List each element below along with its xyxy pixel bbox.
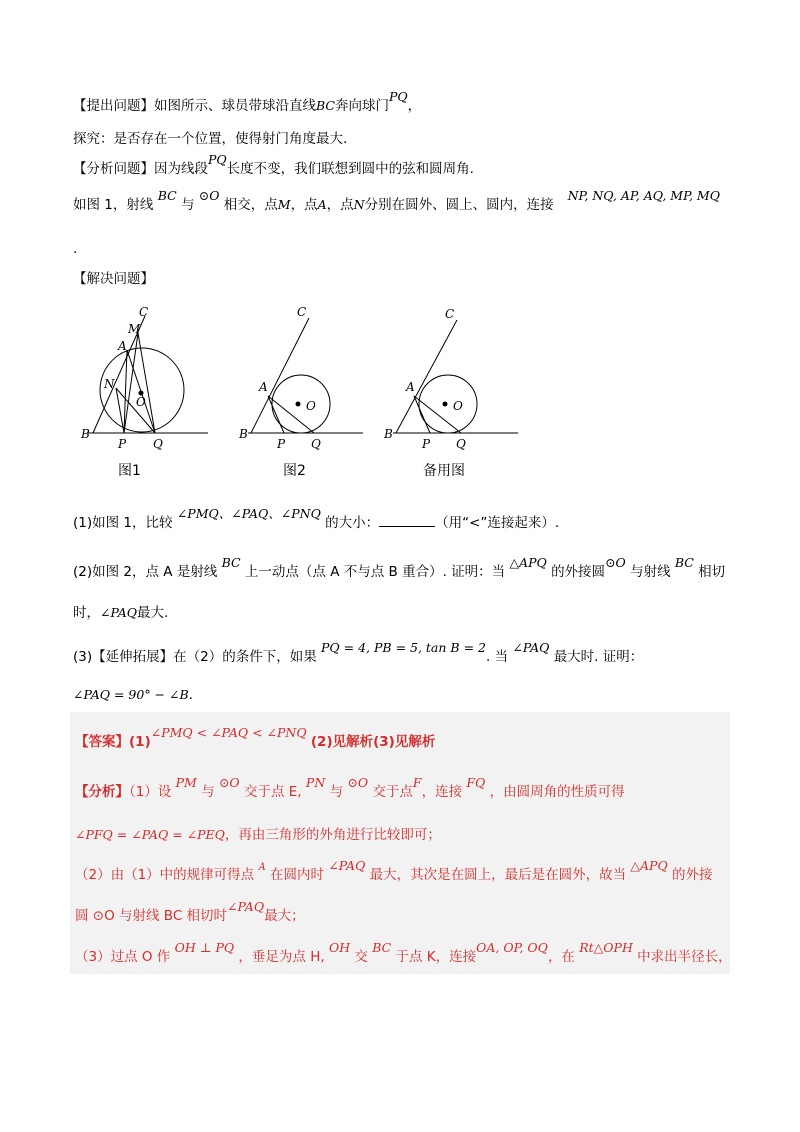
math-triangle: △APQ bbox=[630, 858, 668, 873]
math-pn: PN bbox=[305, 775, 326, 790]
figure-2 bbox=[238, 305, 363, 451]
text: （用“<”连接起来）. bbox=[435, 515, 560, 531]
math-a: A bbox=[317, 197, 327, 212]
intro-line-3 bbox=[73, 152, 474, 178]
text: 与 bbox=[180, 197, 195, 213]
text: 最大. bbox=[137, 605, 169, 621]
math-bc: BC bbox=[157, 188, 177, 203]
math-m: M bbox=[277, 197, 291, 212]
text: 相交，点 bbox=[223, 197, 278, 213]
text: 最大； bbox=[264, 908, 305, 924]
fig2-caption: 图2 bbox=[283, 463, 306, 479]
analysis-label: 【分析】 bbox=[75, 784, 129, 800]
intro-line-1 bbox=[73, 89, 422, 115]
text: 与 bbox=[201, 784, 215, 800]
math-bc: BC bbox=[372, 940, 392, 955]
math-pm: PM bbox=[175, 775, 197, 790]
math-triangle: △APQ bbox=[509, 555, 547, 570]
math-condition: PQ = 4, PB = 5, tan B = 2 bbox=[321, 640, 486, 655]
text: 如图 1，射线 bbox=[73, 197, 154, 213]
text: 中求出半径长， bbox=[637, 949, 732, 965]
question-1 bbox=[73, 506, 560, 532]
text: 与 bbox=[329, 784, 344, 800]
text: 最大，其次是在圆上，最后是在圆外，故当 bbox=[369, 867, 627, 883]
fig3-label-b: B bbox=[384, 427, 393, 441]
text: . 当 bbox=[485, 649, 509, 665]
fig1-label-b: B bbox=[81, 427, 90, 441]
fig3-label-c: C bbox=[445, 307, 455, 321]
question-2-line-2 bbox=[73, 604, 168, 622]
math-circle-o: ⊙O bbox=[198, 188, 220, 203]
math-segment-list: NP, NQ, AP, AQ, MP, MQ bbox=[567, 188, 720, 203]
math-pq: PQ bbox=[208, 152, 227, 167]
math-bc: BC bbox=[221, 555, 241, 570]
text: ， bbox=[407, 98, 422, 114]
math-circle-o: ⊙O bbox=[218, 775, 240, 790]
text: ，点 bbox=[326, 197, 354, 213]
math-f: F bbox=[412, 775, 422, 790]
text: 【提出问题】如图所示、球员带球沿直线 bbox=[73, 98, 316, 114]
text: (3)【延伸拓展】在（2）的条件下，如果 bbox=[73, 649, 317, 665]
math-right-triangle: Rt△OPH bbox=[579, 940, 633, 955]
text: 在圆内时 bbox=[270, 867, 325, 883]
intro-line-2: 探究：是否存在一个位置，使得射门角度最大. bbox=[73, 131, 348, 147]
text: 交于点 E, bbox=[243, 784, 302, 800]
math-bc: BC bbox=[674, 555, 694, 570]
analysis-line-2 bbox=[75, 826, 441, 844]
math-segment-list: OA, OP, OQ bbox=[476, 940, 548, 955]
math-circle-o: ⊙O bbox=[347, 775, 369, 790]
fig2-label-o: O bbox=[306, 399, 316, 413]
text: （1）设 bbox=[129, 784, 172, 800]
math-angle: ∠PAQ bbox=[227, 899, 265, 914]
fig3-label-o: O bbox=[453, 399, 463, 413]
answer-line bbox=[75, 725, 436, 751]
math-fq: FQ bbox=[466, 775, 486, 790]
text: 长度不变，我们联想到圆中的弦和圆周角. bbox=[226, 161, 474, 177]
fig1-label-c: C bbox=[139, 305, 149, 319]
math-equation: ∠PAQ = 90° − ∠B bbox=[73, 687, 189, 702]
fig1-label-n: N bbox=[104, 377, 115, 391]
fig3-label-a: A bbox=[406, 380, 415, 394]
section-heading: 【解决问题】 bbox=[73, 271, 154, 287]
text: 最大时. 证明： bbox=[553, 649, 644, 665]
intro-line-5: . bbox=[73, 241, 78, 257]
analysis-line-3 bbox=[75, 858, 713, 886]
text: 的外接圆 bbox=[551, 564, 606, 580]
text: . bbox=[188, 687, 193, 703]
analysis-line-1 bbox=[75, 775, 625, 801]
text: 于点 K，连接 bbox=[395, 949, 477, 965]
math-oh: OH bbox=[328, 940, 351, 955]
fig1-label-q: Q bbox=[153, 437, 163, 451]
text: 的外接 bbox=[672, 867, 713, 883]
text: 交于点 bbox=[372, 784, 413, 800]
text: ，再由三角形的外角进行比较即可； bbox=[224, 827, 441, 843]
math-circle-o: ⊙O bbox=[605, 555, 626, 570]
math-perpendicular: OH ⊥ PQ bbox=[174, 940, 235, 955]
fig1-caption: 图1 bbox=[118, 463, 141, 479]
question-3-line-1 bbox=[73, 640, 644, 666]
analysis-line-5 bbox=[75, 940, 732, 966]
text: 【分析问题】因为线段 bbox=[73, 161, 208, 177]
intro-line-4 bbox=[73, 188, 720, 214]
question-2-line-1 bbox=[73, 555, 726, 581]
math-angle: ∠PAQ bbox=[512, 640, 550, 655]
text: （2）由（1）中的规律可得点 bbox=[75, 867, 255, 883]
math-n: N bbox=[353, 197, 365, 212]
math-angle: ∠PAQ bbox=[100, 605, 138, 620]
text: （3）过点 O 作 bbox=[75, 949, 171, 965]
text: (2)如图 2，点 A 是射线 bbox=[73, 564, 218, 580]
text: 相切 bbox=[698, 564, 726, 580]
text: ，在 bbox=[547, 949, 575, 965]
text: ，由圆周角的性质可得 bbox=[489, 784, 625, 800]
fig2-label-p: P bbox=[277, 437, 286, 451]
analysis-line-4 bbox=[75, 899, 305, 925]
text: ，垂足为点 H, bbox=[238, 949, 325, 965]
fig1-label-p: P bbox=[118, 437, 127, 451]
fig1-label-a: A bbox=[118, 339, 127, 353]
fig1-label-m: M bbox=[128, 322, 141, 336]
text: 时， bbox=[73, 605, 100, 621]
text: 与射线 bbox=[630, 564, 671, 580]
fig2-label-c: C bbox=[297, 305, 307, 319]
fig1-label-o: O bbox=[136, 395, 146, 409]
fig3-label-q: Q bbox=[456, 437, 466, 451]
text: ，连接 bbox=[421, 784, 463, 800]
text: 圆 ⊙O 与射线 BC 相切时 bbox=[75, 908, 228, 924]
text: 上一动点（点 A 不与点 B 重合）. 证明：当 bbox=[244, 564, 506, 580]
fig2-label-b: B bbox=[239, 427, 248, 441]
text: 分别在圆外、圆上、圆内，连接 bbox=[364, 197, 554, 213]
question-3-line-2 bbox=[73, 686, 193, 704]
answer-label: 【答案】(1) bbox=[75, 734, 151, 750]
text: 的大小： bbox=[325, 515, 380, 531]
math-bc: BC bbox=[316, 98, 335, 113]
geometry-figures bbox=[73, 298, 533, 478]
math-a: A bbox=[258, 862, 266, 873]
math-pq: PQ bbox=[388, 89, 408, 104]
answer-2-3: (2)见解析(3)见解析 bbox=[310, 734, 436, 750]
text: ，点 bbox=[290, 197, 318, 213]
fig2-label-a: A bbox=[259, 380, 268, 394]
figure-1 bbox=[80, 305, 208, 451]
math-angles: ∠PMQ、∠PAQ、∠PNQ bbox=[176, 506, 321, 521]
fig2-label-q: Q bbox=[311, 437, 321, 451]
figure-3 bbox=[383, 307, 518, 451]
fig3-label-p: P bbox=[422, 437, 431, 451]
math-angle: ∠PAQ bbox=[328, 858, 366, 873]
fig3-caption: 备用图 bbox=[423, 463, 465, 479]
math-answer-1: ∠PMQ < ∠PAQ < ∠PNQ bbox=[150, 725, 307, 740]
math-equation: ∠PFQ = ∠PAQ = ∠PEQ bbox=[75, 827, 225, 842]
text: 交 bbox=[354, 949, 368, 965]
text: (1)如图 1，比较 bbox=[73, 515, 173, 531]
answer-blank bbox=[379, 514, 435, 527]
text: 奔向球门 bbox=[334, 98, 389, 114]
